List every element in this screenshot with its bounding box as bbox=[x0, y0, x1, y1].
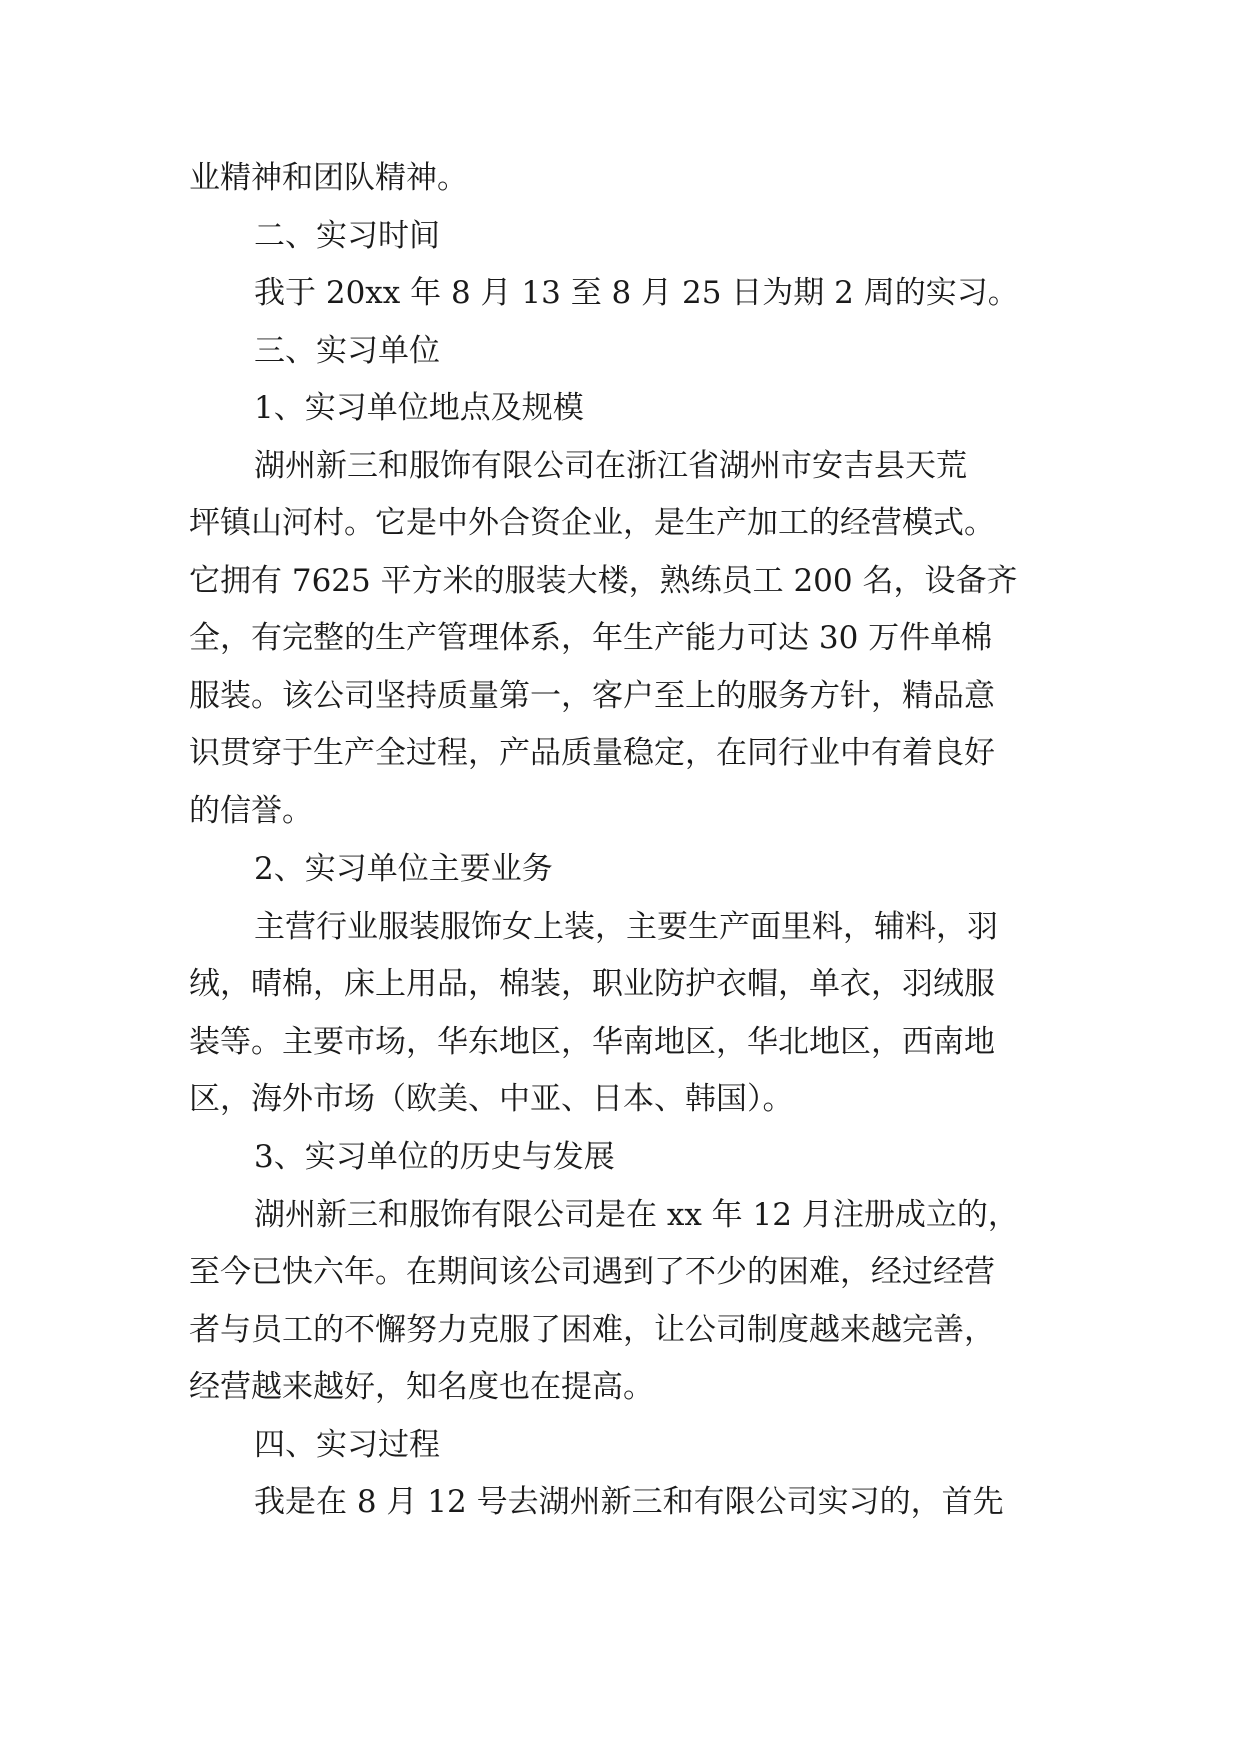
subsection-heading-main-business: 2、实习单位主要业务 bbox=[254, 851, 553, 887]
body-text-line: 湖州新三和服饰有限公司是在 xx 年 12 月注册成立的， bbox=[254, 1197, 1019, 1233]
section-heading-internship-time: 二、实习时间 bbox=[254, 218, 440, 254]
body-text-line: 至今已快六年。在期间该公司遇到了不少的困难，经过经营 bbox=[189, 1254, 995, 1290]
body-text-line: 的信誉。 bbox=[189, 793, 313, 829]
body-text-line: 经营越来越好，知名度也在提高。 bbox=[189, 1369, 654, 1405]
section-heading-internship-unit: 三、实习单位 bbox=[254, 333, 440, 369]
body-text-line: 服装。该公司坚持质量第一，客户至上的服务方针，精品意 bbox=[189, 678, 995, 714]
body-text-line: 坪镇山河村。它是中外合资企业，是生产加工的经营模式。 bbox=[189, 505, 995, 541]
body-text-line: 我是在 8 月 12 号去湖州新三和有限公司实习的，首先 bbox=[254, 1484, 1004, 1520]
body-text-line: 识贯穿于生产全过程，产品质量稳定，在同行业中有着良好 bbox=[189, 735, 995, 771]
body-text-line: 装等。主要市场，华东地区，华南地区，华北地区，西南地 bbox=[189, 1024, 995, 1060]
body-text-line: 它拥有 7625 平方米的服装大楼，熟练员工 200 名，设备齐 bbox=[189, 563, 1018, 599]
section-heading-internship-process: 四、实习过程 bbox=[254, 1427, 440, 1463]
body-text-line: 主营行业服装服饰女上装，主要生产面里料，辅料，羽 bbox=[254, 909, 998, 945]
body-text-line: 绒，晴棉，床上用品，棉装，职业防护衣帽，单衣，羽绒服 bbox=[189, 966, 995, 1002]
subsection-heading-location-scale: 1、实习单位地点及规模 bbox=[254, 390, 584, 426]
body-text-line: 全，有完整的生产管理体系，年生产能力可达 30 万件单棉 bbox=[189, 620, 993, 656]
body-text-line: 者与员工的不懈努力克服了困难，让公司制度越来越完善， bbox=[189, 1312, 995, 1348]
subsection-heading-history: 3、实习单位的历史与发展 bbox=[254, 1139, 615, 1175]
body-text-line: 我于 20xx 年 8 月 13 至 8 月 25 日为期 2 周的实习。 bbox=[254, 275, 1019, 311]
body-text-line: 业精神和团队精神。 bbox=[189, 160, 468, 196]
body-text-line: 湖州新三和服饰有限公司在浙江省湖州市安吉县天荒 bbox=[254, 448, 967, 484]
body-text-line: 区，海外市场（欧美、中亚、日本、韩国）。 bbox=[189, 1081, 794, 1117]
